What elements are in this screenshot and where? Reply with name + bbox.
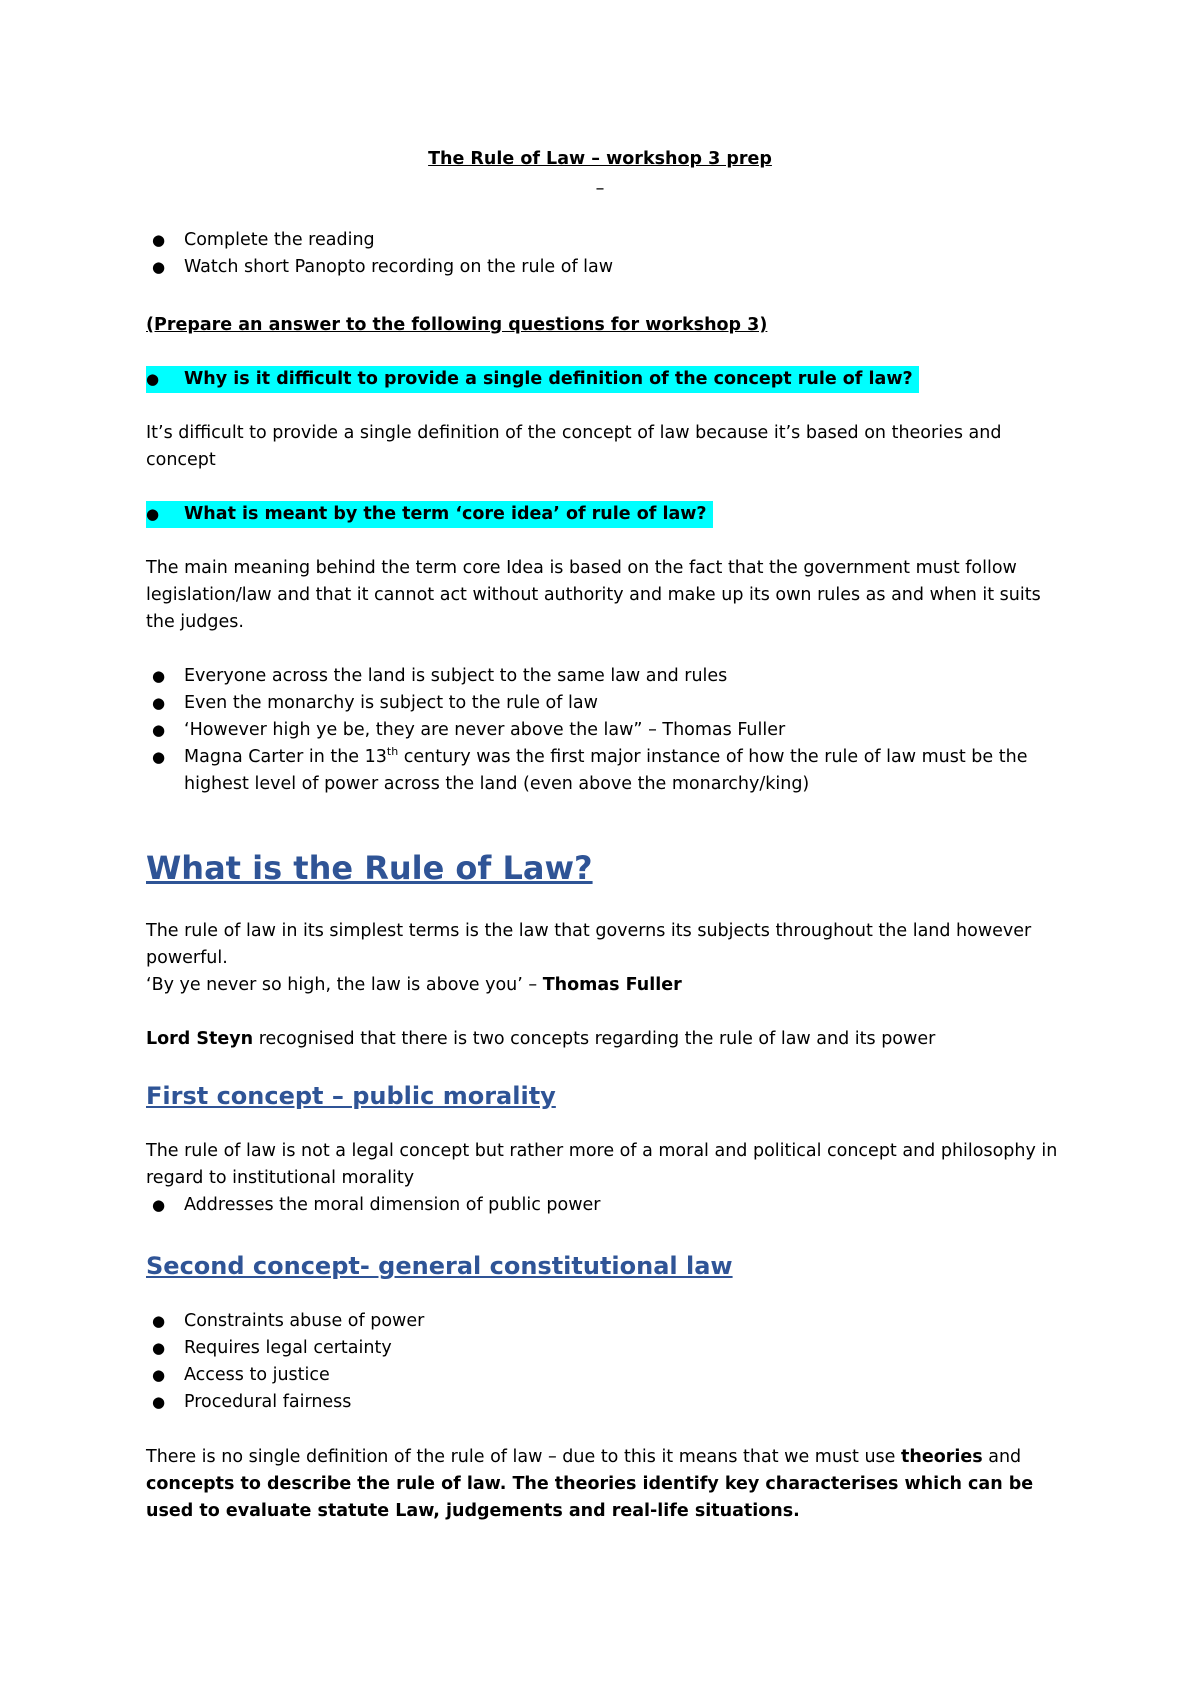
title-dash: – [595, 179, 605, 199]
list-item: ● Watch short Panopto recording on the rule of law [152, 257, 614, 277]
list-item: ● ‘However high ye be, they are never above the law” – Thomas Fuller [152, 720, 786, 740]
second-concept-points [146, 1308, 1066, 1416]
core-idea-points [146, 663, 1066, 798]
conclusion-paragraph: There is no single definition of the rule of law – due to this it means that we must use theories and concepts to describe the rule of law. The theories identify key characterises which can be used to evaluate statute Law, judgements and real-life situations. [146, 1447, 1034, 1521]
list-item: ● Constraints abuse of power [152, 1311, 425, 1331]
list-item: ● Requires legal certainty [152, 1338, 392, 1358]
question-2: ● What is meant by the term ‘core idea’ of rule of law? [146, 501, 713, 528]
heading-what-is-rule-of-law: What is the Rule of Law? [146, 849, 593, 887]
list-item: ● Access to justice [152, 1365, 330, 1385]
list-item: ● Even the monarchy is subject to the rule of law [152, 693, 598, 713]
list-item: ● Procedural fairness [152, 1392, 352, 1412]
intro-paragraph: The rule of law in its simplest terms is the law that governs its subjects throughout the land however powerful. [146, 921, 1032, 968]
heading-first-concept: First concept – public morality [146, 1082, 556, 1110]
document-title: The Rule of Law – workshop 3 prep [428, 149, 772, 169]
task-list [146, 227, 1066, 281]
list-item: ● Magna Carter in the 13th century was the first major instance of how the rule of law must be the highest level of power across the land (even above the monarchy/king) [152, 745, 1028, 794]
steyn-paragraph: Lord Steyn recognised that there is two concepts regarding the rule of law and its power [146, 1029, 936, 1049]
prepare-note: (Prepare an answer to the following questions for workshop 3) [146, 315, 768, 335]
answer-2: The main meaning behind the term core Idea is based on the fact that the government must follow legislation/law and that it cannot act without authority and make up its own rules as and when it suits the judges. [146, 558, 1041, 632]
question-1: ● Why is it difficult to provide a single definition of the concept rule of law? [146, 366, 919, 393]
first-concept-text: The rule of law is not a legal concept but rather more of a moral and political concept and philosophy in regard to institutional morality [146, 1141, 1058, 1188]
list-item: ● Everyone across the land is subject to the same law and rules [152, 666, 728, 686]
first-concept-points [146, 1192, 1066, 1219]
answer-1: It’s difficult to provide a single definition of the concept of law because it’s based on theories and concept [146, 423, 1002, 470]
fuller-quote: ‘By ye never so high, the law is above you’ – Thomas Fuller [146, 975, 682, 995]
list-item: ● Addresses the moral dimension of public power [152, 1195, 601, 1215]
heading-second-concept: Second concept- general constitutional law [146, 1252, 733, 1280]
list-item: ● Complete the reading [152, 230, 375, 250]
